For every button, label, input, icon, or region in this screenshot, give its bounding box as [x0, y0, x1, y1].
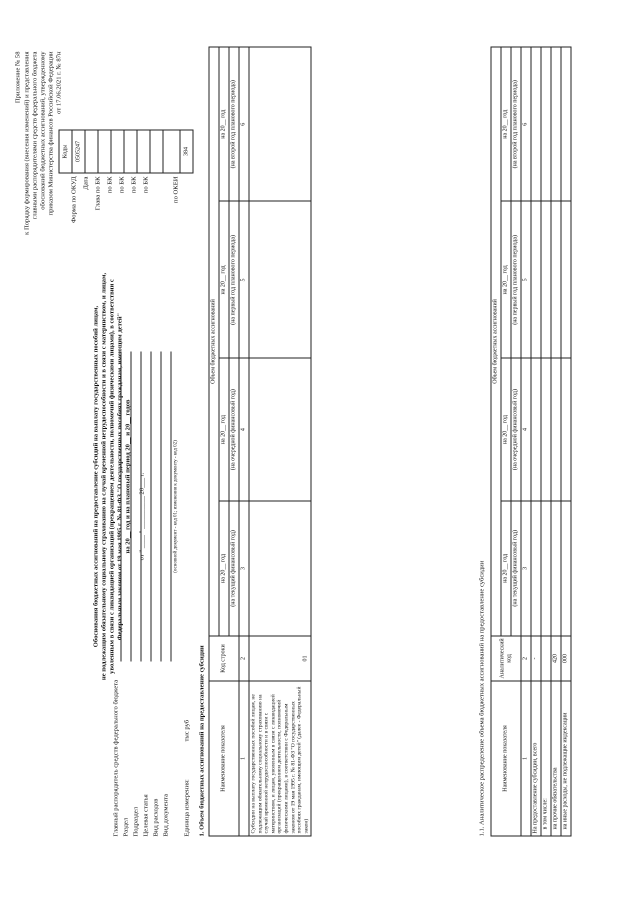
field-underline [161, 352, 162, 662]
code-bk-value [124, 130, 137, 173]
code-label-bk: по БК [131, 177, 139, 194]
s11-col-group: Объем бюджетных ассигнований [491, 47, 501, 636]
s11-cell [541, 47, 551, 201]
s11-col-year-sub: (на первый год планового периода) [511, 201, 521, 358]
s11-col-year-sub: (на очередной финансовый год) [511, 358, 521, 500]
s11-cell [541, 358, 551, 500]
code-empty [163, 130, 180, 173]
s1-col-num: 2 [239, 636, 249, 681]
form-title-line: не подлежащим обязательному социальному страхованию на случай временной нетрудоспособности и в связи с материнством, и лицам, [101, 197, 109, 757]
s11-col-year-sub: (на второй год планового периода) [511, 47, 521, 201]
order-reference-line: главными распорядителями средств федерального бюджета [32, 52, 40, 220]
s11-col-year: на 20__ год [501, 501, 511, 636]
form-title-line: Обоснования бюджетных ассигнований на предоставление субсидий на выплату государственных пособий лицам, [93, 197, 101, 757]
field-label-document-type: Вид документа [163, 794, 171, 836]
s1-col-year: на 20__ год [219, 358, 229, 500]
s11-cell [531, 47, 541, 201]
s11-cell [541, 501, 551, 636]
field-label-subsection: Подраздел [133, 807, 141, 837]
field-underline [151, 352, 152, 662]
s11-col-num: 6 [521, 47, 531, 201]
s11-row-code: 420 [551, 636, 561, 681]
s11-col-year: на 20__ год [501, 201, 511, 358]
unit-label: Единица измерения: [184, 779, 192, 836]
s11-cell [551, 501, 561, 636]
s11-col-year-sub: (на текущий финансовый год) [511, 501, 521, 636]
s1-col-num: 6 [239, 47, 249, 201]
s1-col-year-sub: (на первый год планового периода) [229, 201, 239, 358]
s11-col-year: на 20__ год [501, 47, 511, 201]
s1-cell [249, 358, 311, 500]
s11-cell [551, 358, 561, 500]
s11-col-num: 2 [521, 636, 531, 681]
s11-row-code [541, 636, 551, 681]
form-title-line: уволенным в связи с ликвидацией организаций (прекращением деятельности, полномочий физическими лицами), в соответствии с [109, 197, 117, 757]
section1-table [209, 47, 312, 837]
s1-col-num: 3 [239, 501, 249, 636]
s11-cell [561, 501, 571, 636]
s1-col-year: на 20__ год [219, 201, 229, 358]
s11-cell [531, 201, 541, 358]
order-reference-line: приказом Министерства финансов Российской Федерации [48, 52, 56, 216]
rotated-form-sheet [1, 2, 640, 907]
code-okud-value: 0505247 [72, 130, 85, 173]
field-label-section: Раздел [123, 818, 131, 837]
s1-col-group: Объем бюджетных ассигнований [209, 47, 219, 636]
s1-col-num: 4 [239, 358, 249, 500]
order-date: от 17.06.2021 г. № 87н [56, 52, 64, 114]
s11-cell [561, 358, 571, 500]
section1-heading: 1. Объем бюджетных ассигнований на предоставление субсидии [199, 645, 207, 836]
s1-col-num: 1 [239, 681, 249, 836]
s1-row-code: 01 [249, 636, 311, 681]
s11-cell [561, 201, 571, 358]
s1-col-year-sub: (на текущий финансовый год) [229, 501, 239, 636]
code-label-bk: по БК [143, 177, 151, 194]
codes-table [59, 130, 194, 174]
s11-row-name: в том числе: [541, 681, 551, 836]
s1-col-name: Наименование показателя [209, 681, 239, 836]
s11-col-num: 5 [521, 201, 531, 358]
s1-cell [249, 501, 311, 636]
s1-cell [249, 201, 311, 358]
field-underline [131, 352, 132, 662]
s11-row-code: 000 [561, 636, 571, 681]
appendix-number: Приложение № 58 [15, 52, 23, 104]
field-label-target-item: Целевая статья [143, 794, 151, 836]
s1-col-year-sub: (на очередной финансовый год) [229, 358, 239, 500]
codes-header: Коды [59, 130, 72, 173]
s11-row-name: на прочие обязательства [551, 681, 561, 836]
code-label-okud: Форма по ОКУД [71, 177, 79, 223]
s11-cell [531, 358, 541, 500]
code-date-value [85, 130, 98, 173]
s11-col-num: 1 [521, 681, 531, 836]
field-label-expense-type: Вид расходов [153, 799, 161, 837]
field-underline [141, 352, 142, 662]
s1-col-year: на 20__ год [219, 47, 229, 201]
s11-row-name: На предоставление субсидии, всего [531, 681, 541, 836]
form-title-line: Федеральным законом от 19 мая 1995 г. № 81-ФЗ "О государственных пособиях гражданам, имеющим детей" [117, 197, 125, 757]
code-bk-value [137, 130, 150, 173]
date-line: от " ____ " __________ 20___ г. [139, 417, 147, 617]
form-title-line: на 20__ год и на плановый период 20__ и 20__ годов [125, 197, 133, 757]
s11-col-year: на 20__ год [501, 358, 511, 500]
s11-col-code: Аналитический код [491, 636, 521, 681]
s11-col-num: 4 [521, 358, 531, 500]
order-reference-line: к Порядку формирования (внесения изменений) и представления [24, 52, 32, 235]
s11-col-name: Наименование показателя [491, 681, 521, 836]
code-label-chapter: Глава по БК [95, 177, 103, 211]
unit-value: тыс руб [184, 720, 192, 742]
s11-cell [551, 47, 561, 201]
code-okei-value: 384 [180, 130, 193, 173]
s1-col-num: 5 [239, 201, 249, 358]
s11-cell [531, 501, 541, 636]
section11-heading: 1.1. Аналитическое распределение объема бюджетных ассигнований на предоставление субсидии [479, 561, 487, 837]
s11-cell [551, 201, 561, 358]
field-underline [171, 352, 172, 662]
field-underline [121, 352, 122, 662]
code-bk-value [150, 130, 163, 173]
code-label-okei: по ОКЕИ [173, 177, 181, 203]
s1-col-code: Код строки [209, 636, 239, 681]
s1-col-year: на 20__ год [219, 501, 229, 636]
document-type-note: (основной документ - код 01; изменения к документу - код 02) [173, 352, 181, 662]
s11-row-name: на иные расходы, не подлежащие индексации [561, 681, 571, 836]
code-bk-value [111, 130, 124, 173]
s1-row-name: Субсидии на выплату государственных пособий лицам, не подлежащим обязательному социальному страхованию на случай временной нетрудоспособности и в связи с материнством, и лицам, уволенным в связи с ликвидацией организаций (прекращением деятельности, полномочий физическими лицами), в соответствии с Федеральным законом от 19 мая 1995 г. № 81-ФЗ "О государственных пособиях гражданам, имеющим детей" (далее - Федеральный закон) [249, 681, 311, 836]
section11-table [491, 47, 572, 837]
s11-cell [541, 201, 551, 358]
s11-col-num: 3 [521, 501, 531, 636]
code-label-date: Дата [83, 177, 91, 190]
code-label-bk: по БК [119, 177, 127, 194]
field-label-main-manager: Главный распорядитель средств федерального бюджета [113, 680, 121, 837]
s11-row-code: - [531, 636, 541, 681]
code-chapter-value [98, 130, 111, 173]
code-label-bk: по БК [107, 177, 115, 194]
s1-col-year-sub: (на второй год планового периода) [229, 47, 239, 201]
order-reference-line: обоснований бюджетных ассигнований, утвержденному [40, 52, 48, 210]
s1-cell [249, 47, 311, 201]
s11-cell [561, 47, 571, 201]
